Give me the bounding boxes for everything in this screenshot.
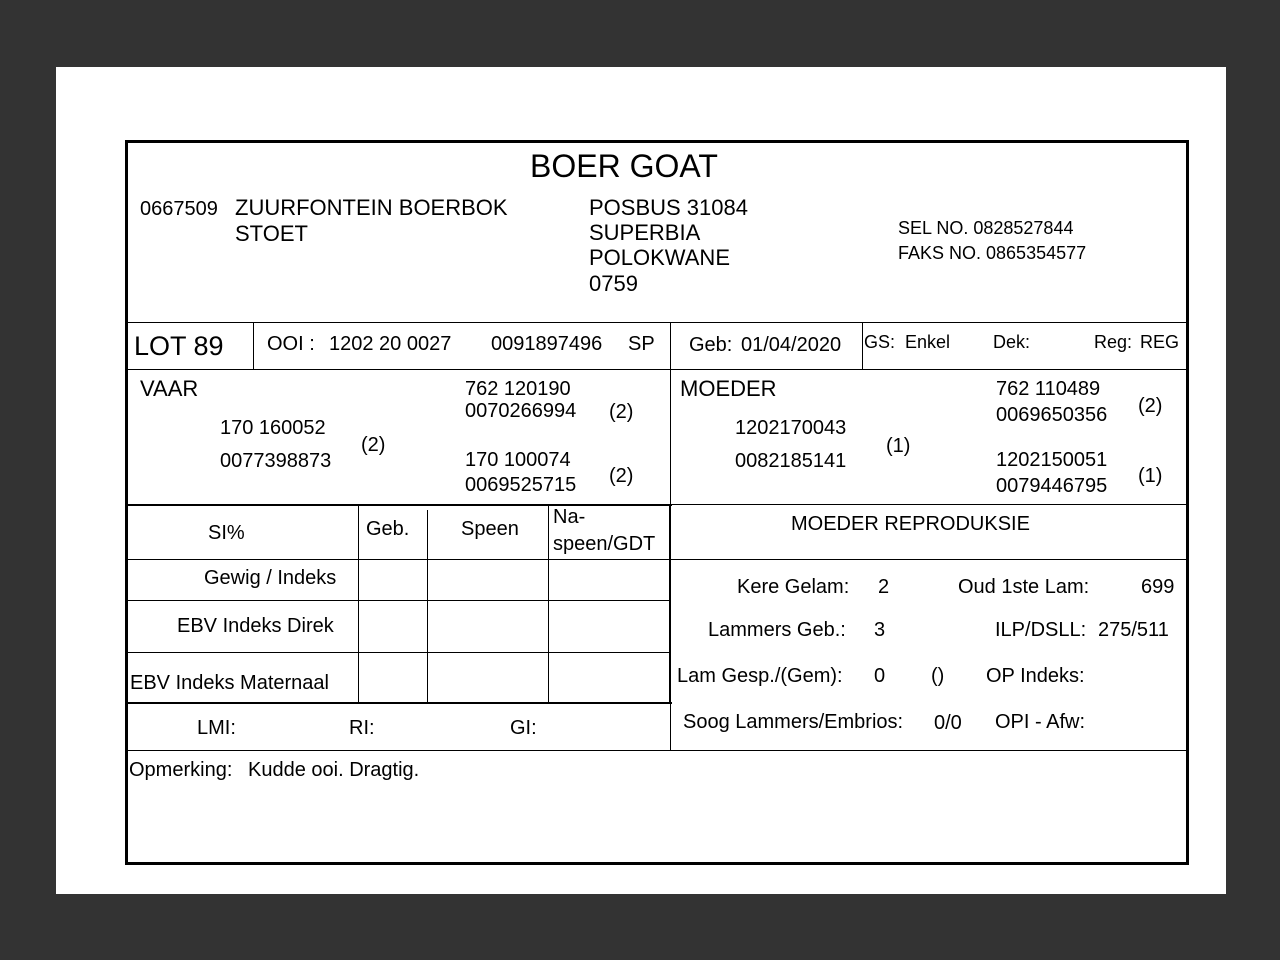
remark-text: Kudde ooi. Dragtig. xyxy=(248,759,420,781)
dam-sire-reg: 0069650356 xyxy=(996,404,1108,426)
reg-label: Reg: xyxy=(1094,332,1133,352)
dam-dam-reg: 0079446795 xyxy=(996,475,1108,497)
header-naspeen: Na- xyxy=(553,506,586,528)
oud-value: 699 xyxy=(1141,576,1175,598)
frame-top xyxy=(125,140,1189,143)
dam-sire-count: (2) xyxy=(1138,395,1163,417)
owner-address-line: 0759 xyxy=(589,271,638,296)
dam-dam-count: (1) xyxy=(1138,465,1163,487)
row-label: EBV Indeks Direk xyxy=(177,615,334,637)
frame-bottom xyxy=(125,862,1189,865)
frame-left xyxy=(125,140,128,865)
geb-label: Geb: xyxy=(689,334,733,356)
ilp-value: 275/511 xyxy=(1098,619,1169,641)
gs-value: Enkel xyxy=(905,332,951,352)
dam-sire-id: 762 110489 xyxy=(996,378,1101,400)
rule-col-geb xyxy=(358,504,359,702)
sire-sire-id: 762 120190 xyxy=(465,378,571,400)
header-geb: Geb. xyxy=(366,518,410,540)
sire-dam-id: 170 100074 xyxy=(465,449,571,471)
dam-id: 1202170043 xyxy=(735,417,847,439)
owner-address-line: POLOKWANE xyxy=(589,245,730,270)
lot-number: LOT 89 xyxy=(134,331,224,361)
oud-label: Oud 1ste Lam: xyxy=(958,576,1090,598)
opi-afw-label: OPI - Afw: xyxy=(995,711,1086,733)
reg-value: REG xyxy=(1140,332,1180,352)
row-label: EBV Indeks Maternaal xyxy=(130,672,329,694)
dam-reg: 0082185141 xyxy=(735,450,847,472)
ilp-label: ILP/DSLL: xyxy=(995,619,1087,641)
rule-geb-divider xyxy=(862,322,863,369)
dam-dam-id: 1202150051 xyxy=(996,449,1108,471)
sire-reg: 0077398873 xyxy=(220,450,332,472)
owner-address-line: POSBUS 31084 xyxy=(589,195,748,220)
op-indeks-label: OP Indeks: xyxy=(986,665,1085,687)
header-speen: Speen xyxy=(461,518,519,540)
rule-row-1 xyxy=(128,600,670,601)
soog-value: 0/0 xyxy=(934,712,962,734)
rule-table-right xyxy=(669,504,671,704)
lmi-label: LMI: xyxy=(197,717,236,739)
card-title: BOER GOAT xyxy=(530,148,718,184)
lam-gesp-value: 0 xyxy=(874,665,886,687)
rule-pedigree-right xyxy=(672,504,1186,505)
owner-address-line: SUPERBIA xyxy=(589,220,701,245)
dek-label: Dek: xyxy=(993,332,1031,352)
rule-lot xyxy=(128,369,1186,370)
ooi-code: SP xyxy=(628,333,655,355)
ooi-label: OOI : xyxy=(267,333,315,355)
lam-gesp-label: Lam Gesp./(Gem): xyxy=(677,665,843,687)
rule-table-head xyxy=(128,559,1186,560)
ooi-reg: 0091897496 xyxy=(491,333,603,355)
ri-label: RI: xyxy=(349,717,375,739)
lam-gem-value: () xyxy=(931,665,945,687)
owner-name-line2: STOET xyxy=(235,221,308,246)
owner-fax: FAKS NO. 0865354577 xyxy=(898,243,1087,263)
kere-gelam-value: 2 xyxy=(878,576,890,598)
geb-date: 01/04/2020 xyxy=(741,334,842,356)
lammers-geb-label: Lammers Geb.: xyxy=(708,619,846,641)
gs-label: GS: xyxy=(864,332,896,352)
header-si: SI% xyxy=(208,522,245,544)
remark-label: Opmerking: xyxy=(129,759,233,781)
frame-right xyxy=(1186,140,1189,865)
owner-cell: SEL NO. 0828527844 xyxy=(898,218,1074,238)
rule-row-3 xyxy=(128,702,672,704)
rule-pedigree-left xyxy=(128,504,672,506)
sire-dam-count: (2) xyxy=(609,465,634,487)
sire-count: (2) xyxy=(361,434,386,456)
header-naspeen: speen/GDT xyxy=(553,533,656,555)
rule-remark xyxy=(128,750,1186,751)
soog-label: Soog Lammers/Embrios: xyxy=(683,711,904,733)
vaar-label: VAAR xyxy=(140,376,199,401)
sire-sire-count: (2) xyxy=(609,401,634,423)
sire-sire-reg: 0070266994 xyxy=(465,400,577,422)
owner-name-line1: ZUURFONTEIN BOERBOK xyxy=(235,195,508,220)
gi-label: GI: xyxy=(510,717,537,739)
lammers-geb-value: 3 xyxy=(874,619,886,641)
rule-row-2 xyxy=(128,652,670,653)
moeder-label: MOEDER xyxy=(680,376,777,401)
dam-count: (1) xyxy=(886,435,911,457)
row-label: Gewig / Indeks xyxy=(204,567,337,589)
rule-col-naspeen xyxy=(548,504,549,702)
rule-lot-divider xyxy=(253,322,254,369)
ooi-id: 1202 20 0027 xyxy=(329,333,452,355)
sire-dam-reg: 0069525715 xyxy=(465,474,577,496)
rule-col-speen xyxy=(427,510,428,702)
sire-id: 170 160052 xyxy=(220,417,326,439)
kere-gelam-label: Kere Gelam: xyxy=(737,576,850,598)
reproduction-title: MOEDER REPRODUKSIE xyxy=(791,513,1030,535)
owner-number: 0667509 xyxy=(140,198,218,220)
rule-header xyxy=(128,322,1186,323)
